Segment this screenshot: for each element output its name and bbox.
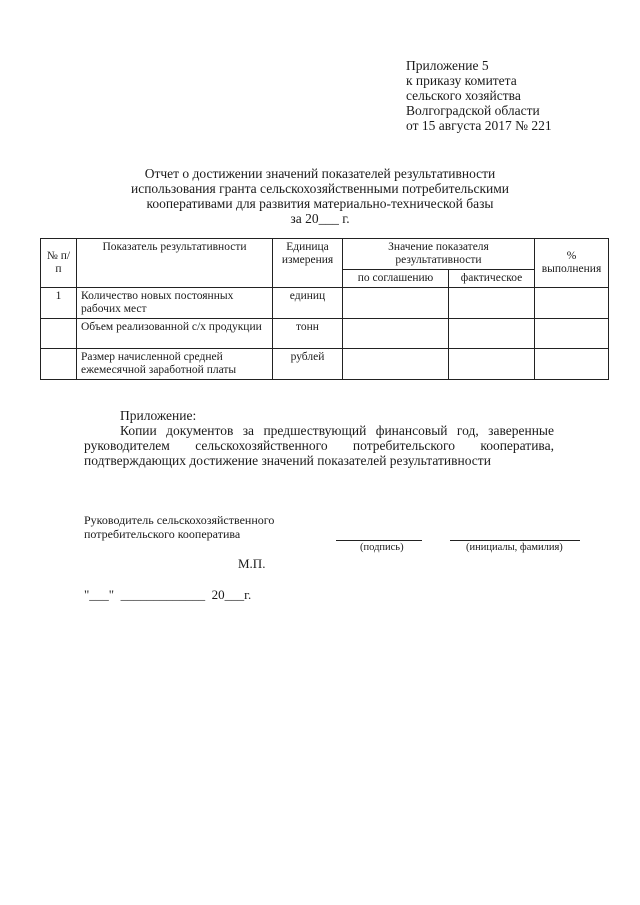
table-row	[41, 288, 609, 319]
report-title	[40, 166, 600, 226]
header-line: к приказу комитета	[406, 73, 517, 88]
table-row	[41, 319, 609, 349]
cell-num: 1	[41, 288, 77, 319]
cell-unit: тонн	[273, 319, 343, 349]
appendix-label: Приложение:	[120, 408, 197, 423]
cell-indicator: Размер начисленной средней ежемесячной заработной платы	[77, 349, 273, 380]
stamp-place: М.П.	[238, 556, 266, 571]
cell-actual	[449, 349, 535, 380]
header-line: от 15 августа 2017 № 221	[406, 118, 552, 133]
signer-title	[84, 513, 344, 541]
signature-line	[336, 540, 422, 541]
cell-percent	[535, 319, 609, 349]
cell-percent	[535, 349, 609, 380]
signer-title-line: Руководитель сельскохозяйственного	[84, 513, 275, 527]
cell-actual	[449, 319, 535, 349]
cell-agreement	[343, 288, 449, 319]
signer-title-line: потребительского кооператива	[84, 527, 241, 541]
col-header-value-group: Значение показателя результативности	[343, 239, 535, 270]
col-header-actual: фактическое	[449, 270, 535, 288]
cell-num	[41, 349, 77, 380]
order-reference	[406, 58, 626, 133]
cell-indicator: Объем реализованной с/х продукции	[77, 319, 273, 349]
appendix-section	[84, 408, 554, 468]
title-line: Отчет о достижении значений показателей результативности	[144, 166, 496, 181]
cell-agreement	[343, 349, 449, 380]
cell-num	[41, 319, 77, 349]
col-header-agreement: по соглашению	[343, 270, 449, 288]
cell-actual	[449, 288, 535, 319]
cell-unit: единиц	[273, 288, 343, 319]
col-header-indicator: Показатель результативности	[77, 239, 273, 288]
col-header-percent: % выполнения	[535, 239, 609, 288]
header-line: Волгоградской области	[406, 103, 540, 118]
results-table	[40, 238, 609, 380]
header-line: Приложение 5	[406, 58, 489, 73]
col-header-num: № п/п	[41, 239, 77, 288]
appendix-text: Копии документов за предшествующий финансовый год, заверенные руководителем сельскохозяйственного потребительского кооператива, подтверждающих достижение значений показателей результативности	[84, 423, 554, 468]
title-line: использования гранта сельскохозяйственными потребительскими	[130, 181, 509, 196]
table-row	[41, 349, 609, 380]
title-period: за 20___ г.	[290, 211, 350, 226]
title-line: кооперативами для развития материально-технической базы	[146, 196, 494, 211]
name-caption: (инициалы, фамилия)	[466, 542, 563, 553]
signature-caption: (подпись)	[360, 542, 404, 553]
cell-unit: рублей	[273, 349, 343, 380]
name-line	[450, 540, 580, 541]
header-line: сельского хозяйства	[406, 88, 521, 103]
col-header-unit: Единица измерения	[273, 239, 343, 288]
date-line: "___" _____________ 20___г.	[84, 587, 252, 602]
cell-percent	[535, 288, 609, 319]
cell-agreement	[343, 319, 449, 349]
cell-indicator: Количество новых постоянных рабочих мест	[77, 288, 273, 319]
